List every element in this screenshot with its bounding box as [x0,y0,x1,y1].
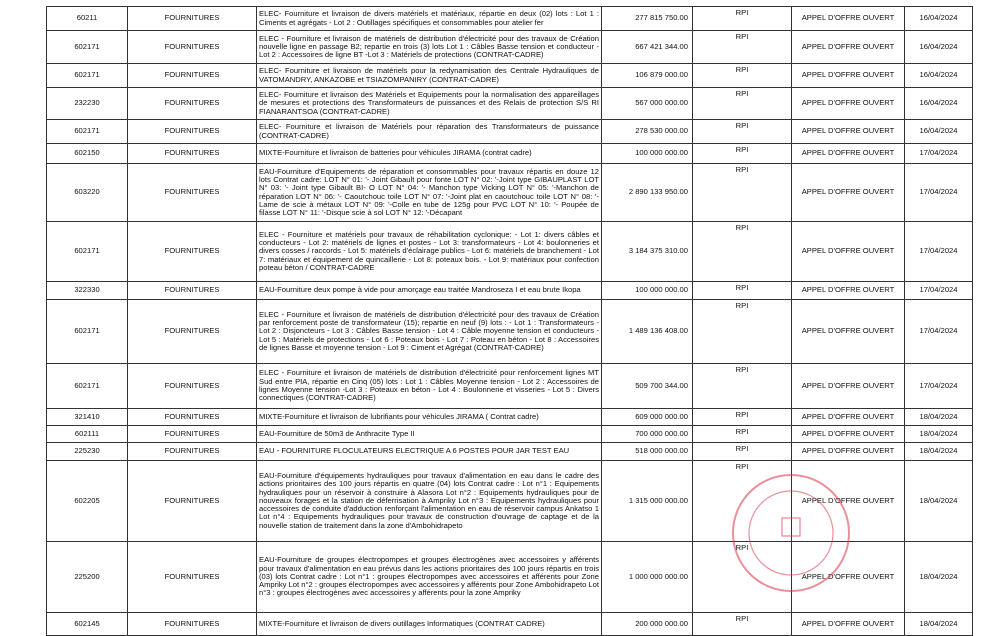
row-date: 17/04/2024 [905,282,973,300]
row-montant: 200 000 000.00 [602,613,693,636]
row-code: 321410 [47,409,128,426]
table-row [47,88,973,120]
row-montant: 1 315 000 000.00 [602,461,693,542]
row-objet: ELEC - Fourniture et livraison de matériels de distribution d'électricité pour des travaux de Création nouvelle ligne en passage B2; repartie en trois (3) lots Lot 1 : Câbles Basse tension et conducteur - Lot 2 : Accessoires de ligne BT -Lot 3 : Matériels de protections (CONTRAT-CADRE) [257,31,602,64]
table-row [47,409,973,426]
row-financement: RPI [693,222,792,282]
row-date: 17/04/2024 [905,164,973,222]
table-row [47,282,973,300]
row-mode: APPEL D'OFFRE OUVERT [792,443,905,461]
row-objet: ELEC - Fourniture et livraison de matériels de distribution d'électricité pour renforcement lignes MT Sud entre PIA, répartie en Cinq (05) lots : Lot 1 : Câbles Moyenne tension - Lot 2 : Accessoires de lignes Moyenne tension -Lot 3 : Poteaux en béton - Lot 4 : Boulonnerie et visseries - Lot 5 : Divers connectiques (CONTRAT-CADRE) [257,364,602,409]
row-nature: FOURNITURES [128,426,257,443]
row-nature: FOURNITURES [128,144,257,164]
row-mode: APPEL D'OFFRE OUVERT [792,461,905,542]
row-code: 602150 [47,144,128,164]
row-objet: ELEC - Fourniture et matériels pour travaux de réhabilitation cyclonique: - Lot 1: divers câbles et conducteurs - Lot 2: matériels de lignes et postes - Lot 3: transformateurs - Lot 4: boulonneries et divers cosses / raccords - Lot 5: matériels d'éclairage publics - Lot 6: matériels de branchement - Lot 7: matériaux et équipement de quincaillerie - Lot 8: poteaux bois. - Lot 9: matériaux pour confection poteau béton / CONTRAT-CADRE [257,222,602,282]
row-mode: APPEL D'OFFRE OUVERT [792,282,905,300]
row-mode: APPEL D'OFFRE OUVERT [792,409,905,426]
table-row [47,64,973,88]
row-code: 225200 [47,542,128,613]
row-objet: ELEC- Fourniture et livraison de divers matériels et matériaux, répartie en deux (02) lots : Lot 1 : Ciments et agrégats - Lot 2 : Outillages spécifiques et consommables pour atelier fer [257,7,602,31]
row-date: 17/04/2024 [905,222,973,282]
row-montant: 518 000 000.00 [602,443,693,461]
row-code: 602171 [47,64,128,88]
row-date: 18/04/2024 [905,443,973,461]
row-date: 16/04/2024 [905,7,973,31]
row-nature: FOURNITURES [128,364,257,409]
table-row [47,300,973,364]
row-mode: APPEL D'OFFRE OUVERT [792,364,905,409]
row-montant: 106 879 000.00 [602,64,693,88]
row-montant: 700 000 000.00 [602,426,693,443]
row-date: 17/04/2024 [905,364,973,409]
row-financement: RPI [693,409,792,426]
row-montant: 277 815 750.00 [602,7,693,31]
table-row [47,443,973,461]
row-nature: FOURNITURES [128,88,257,120]
row-nature: FOURNITURES [128,409,257,426]
row-financement: RPI [693,120,792,144]
row-mode: APPEL D'OFFRE OUVERT [792,164,905,222]
row-financement: RPI [693,443,792,461]
row-date: 18/04/2024 [905,426,973,443]
row-nature: FOURNITURES [128,443,257,461]
row-code: 322330 [47,282,128,300]
row-mode: APPEL D'OFFRE OUVERT [792,88,905,120]
row-objet: MIXTE-Fourniture et livraison de batteries pour véhicules JIRAMA (contrat cadre) [257,144,602,164]
row-date: 17/04/2024 [905,144,973,164]
row-objet: MIXTE-Fourniture et livraison de divers outillages Informatiques (CONTRAT CADRE) [257,613,602,636]
row-code: 602171 [47,31,128,64]
row-objet: EAU - FOURNITURE FLOCULATEURS ELECTRIQUE A 6 POSTES POUR JAR TEST EAU [257,443,602,461]
row-objet: ELEC - Fourniture et livraison de matériels de distribution d'électricité pour des travaux de Création par renforcement poste de transformateur (15); repartie en neuf (9) lots : - Lot 1 : Transformateurs -Lot 2 : Disjoncteurs - Lot 3 : Câbles Basse tension - Lot 4 : Câble moyenne tension et conducteurs - Lot 5 : Matériels de protections - Lot 6 : Poteaux bois - Lot 7 : Poteau en béton - Lot 8 : Accessoires de lignes Basse et moyenne tension - Lot 9 : Ciment et Agrégat (CONTRAT-CADRE) [257,300,602,364]
row-nature: FOURNITURES [128,461,257,542]
row-date: 18/04/2024 [905,542,973,613]
row-code: 603220 [47,164,128,222]
row-objet: ELEC- Fourniture et livraison de matériels pour la redynamisation des Centrale Hydrauliques de VATOMANDRY, ANKAZOBE et TSIAZOMPANIRY (CONTRAT-CADRE) [257,64,602,88]
table-row [47,426,973,443]
row-nature: FOURNITURES [128,64,257,88]
row-objet: EAU-Fourniture de groupes électropompes et groupes électrogènes avec accessoires y afférents pour travaux d'alimentation en eau prévus dans les actions prioritaires des 100 jours répartis en trois (03) lots Contrat cadre : Lot n°1 : groupes électropompes avec accessoires et afférents pour Zone Ampriky Lot n°2 : groupes électropompes avec accessoires y afférents pour Zone Ambohidrapeto Lot n°3 : groupes électrogènes avec accessoires y afférents pour la zone Ampriky [257,542,602,613]
row-date: 18/04/2024 [905,461,973,542]
row-code: 602171 [47,120,128,144]
row-nature: FOURNITURES [128,282,257,300]
row-financement: RPI [693,542,792,613]
row-montant: 3 184 375 310.00 [602,222,693,282]
table-row [47,120,973,144]
row-date: 18/04/2024 [905,409,973,426]
table-row [47,222,973,282]
row-montant: 2 890 133 950.00 [602,164,693,222]
row-financement: RPI [693,364,792,409]
row-financement: RPI [693,426,792,443]
row-date: 17/04/2024 [905,300,973,364]
row-mode: APPEL D'OFFRE OUVERT [792,613,905,636]
row-date: 16/04/2024 [905,31,973,64]
row-financement: RPI [693,64,792,88]
row-objet: MIXTE-Fourniture et livraison de lubrifiants pour véhicules JIRAMA ( Contrat cadre) [257,409,602,426]
row-mode: APPEL D'OFFRE OUVERT [792,64,905,88]
row-mode: APPEL D'OFFRE OUVERT [792,426,905,443]
row-date: 18/04/2024 [905,613,973,636]
row-nature: FOURNITURES [128,164,257,222]
row-financement: RPI [693,282,792,300]
row-objet: ELEC- Fourniture et livraison de Matériels pour réparation des Transformateurs de puissance (CONTRAT-CADRE) [257,120,602,144]
row-nature: FOURNITURES [128,120,257,144]
row-mode: APPEL D'OFFRE OUVERT [792,222,905,282]
row-code: 602145 [47,613,128,636]
row-code: 232230 [47,88,128,120]
row-financement: RPI [693,164,792,222]
row-financement: RPI [693,88,792,120]
row-nature: FOURNITURES [128,222,257,282]
row-montant: 567 000 000.00 [602,88,693,120]
row-mode: APPEL D'OFFRE OUVERT [792,7,905,31]
table-row [47,364,973,409]
table-row [47,31,973,64]
row-montant: 100 000 000.00 [602,282,693,300]
row-montant: 667 421 344.00 [602,31,693,64]
row-mode: APPEL D'OFFRE OUVERT [792,300,905,364]
row-nature: FOURNITURES [128,31,257,64]
row-code: 602171 [47,364,128,409]
row-code: 602171 [47,222,128,282]
row-code: 602205 [47,461,128,542]
row-financement: RPI [693,144,792,164]
row-mode: APPEL D'OFFRE OUVERT [792,144,905,164]
row-nature: FOURNITURES [128,613,257,636]
procurement-table [46,6,973,636]
row-code: 602111 [47,426,128,443]
row-date: 16/04/2024 [905,88,973,120]
row-financement: RPI [693,300,792,364]
table-row [47,164,973,222]
row-financement: RPI [693,613,792,636]
row-financement: RPI [693,7,792,31]
row-date: 16/04/2024 [905,120,973,144]
table-row [47,461,973,542]
row-montant: 278 530 000.00 [602,120,693,144]
row-objet: ELEC- Fourniture et livraison des Matériels et Equipements pour la normalisation des appareillages de mesures et protections des Transformateurs de puissances et des Relais de protection S/S RI FIANARANTSOA (CONTRAT-CADRE) [257,88,602,120]
row-code: 225230 [47,443,128,461]
row-objet: EAU-Fourniture de 50m3 de Anthracite Type II [257,426,602,443]
row-financement: RPI [693,31,792,64]
table-row [47,144,973,164]
row-date: 16/04/2024 [905,64,973,88]
row-montant: 1 489 136 408.00 [602,300,693,364]
row-objet: EAU-Fourniture d'Equipements de réparation et consommables pour travaux répartis en douze 12 lots Contrat cadre: LOT N° 01: '- Joint Gibault pour fonte LOT N° 02: '-Joint type GIBAUPLAST LOT N° 03: '- Joint type Gibault BI- O LOT N° 04: '- Manchon type Vicking LOT N° 05: '-Manchon de réparation LOT N° 06: '- Caoutchouc toile LOT N° 07: '-Joint plat en caoutchouc toile LOT N° 08: '-Lame de scie à métaux LOT N° 09: '-Colle en tube de 125g pour PVC LOT N° 10: '- Poupée de filasse LOT N° 11: '-Disque scie à sol LOT N° 12: '-Décapant [257,164,602,222]
row-montant: 100 000 000.00 [602,144,693,164]
row-montant: 509 700 344.00 [602,364,693,409]
row-nature: FOURNITURES [128,300,257,364]
row-financement: RPI [693,461,792,542]
row-mode: APPEL D'OFFRE OUVERT [792,542,905,613]
table-row [47,613,973,636]
table-body [47,7,973,636]
row-mode: APPEL D'OFFRE OUVERT [792,31,905,64]
table-row [47,542,973,613]
table-row [47,7,973,31]
row-mode: APPEL D'OFFRE OUVERT [792,120,905,144]
row-nature: FOURNITURES [128,542,257,613]
row-montant: 1 000 000 000.00 [602,542,693,613]
row-code: 60211 [47,7,128,31]
row-objet: EAU-Fourniture d'équipements hydrauliques pour travaux d'alimentation en eau dans le cadre des actions prioritaires des 100 jours répartis en quatre (04) lots Contrat cadre : Lot n°1 : Equipements hydrauliques pour un réservoir à construire à Alasora Lot n°2 : Equipements hydrauliques pour de nouveaux forages et la station de déferrisation à Ampriky Lot n°3 : Equipements hydrauliques pour accessoires de conduite d'adduction renforçant l'alimentation en eau de réservoir campus Ankatso 1 Lot n°4 : Equipements hydrauliques pour travaux de construction d'ouvrage de captage et de la nouvelle station de traitement dans la zone d'Ambohidrapeto [257,461,602,542]
row-nature: FOURNITURES [128,7,257,31]
row-objet: EAU-Fourniture deux pompe à vide pour amorçage eau traitée Mandroseza I et eau brute Ikopa [257,282,602,300]
row-code: 602171 [47,300,128,364]
row-montant: 609 000 000.00 [602,409,693,426]
